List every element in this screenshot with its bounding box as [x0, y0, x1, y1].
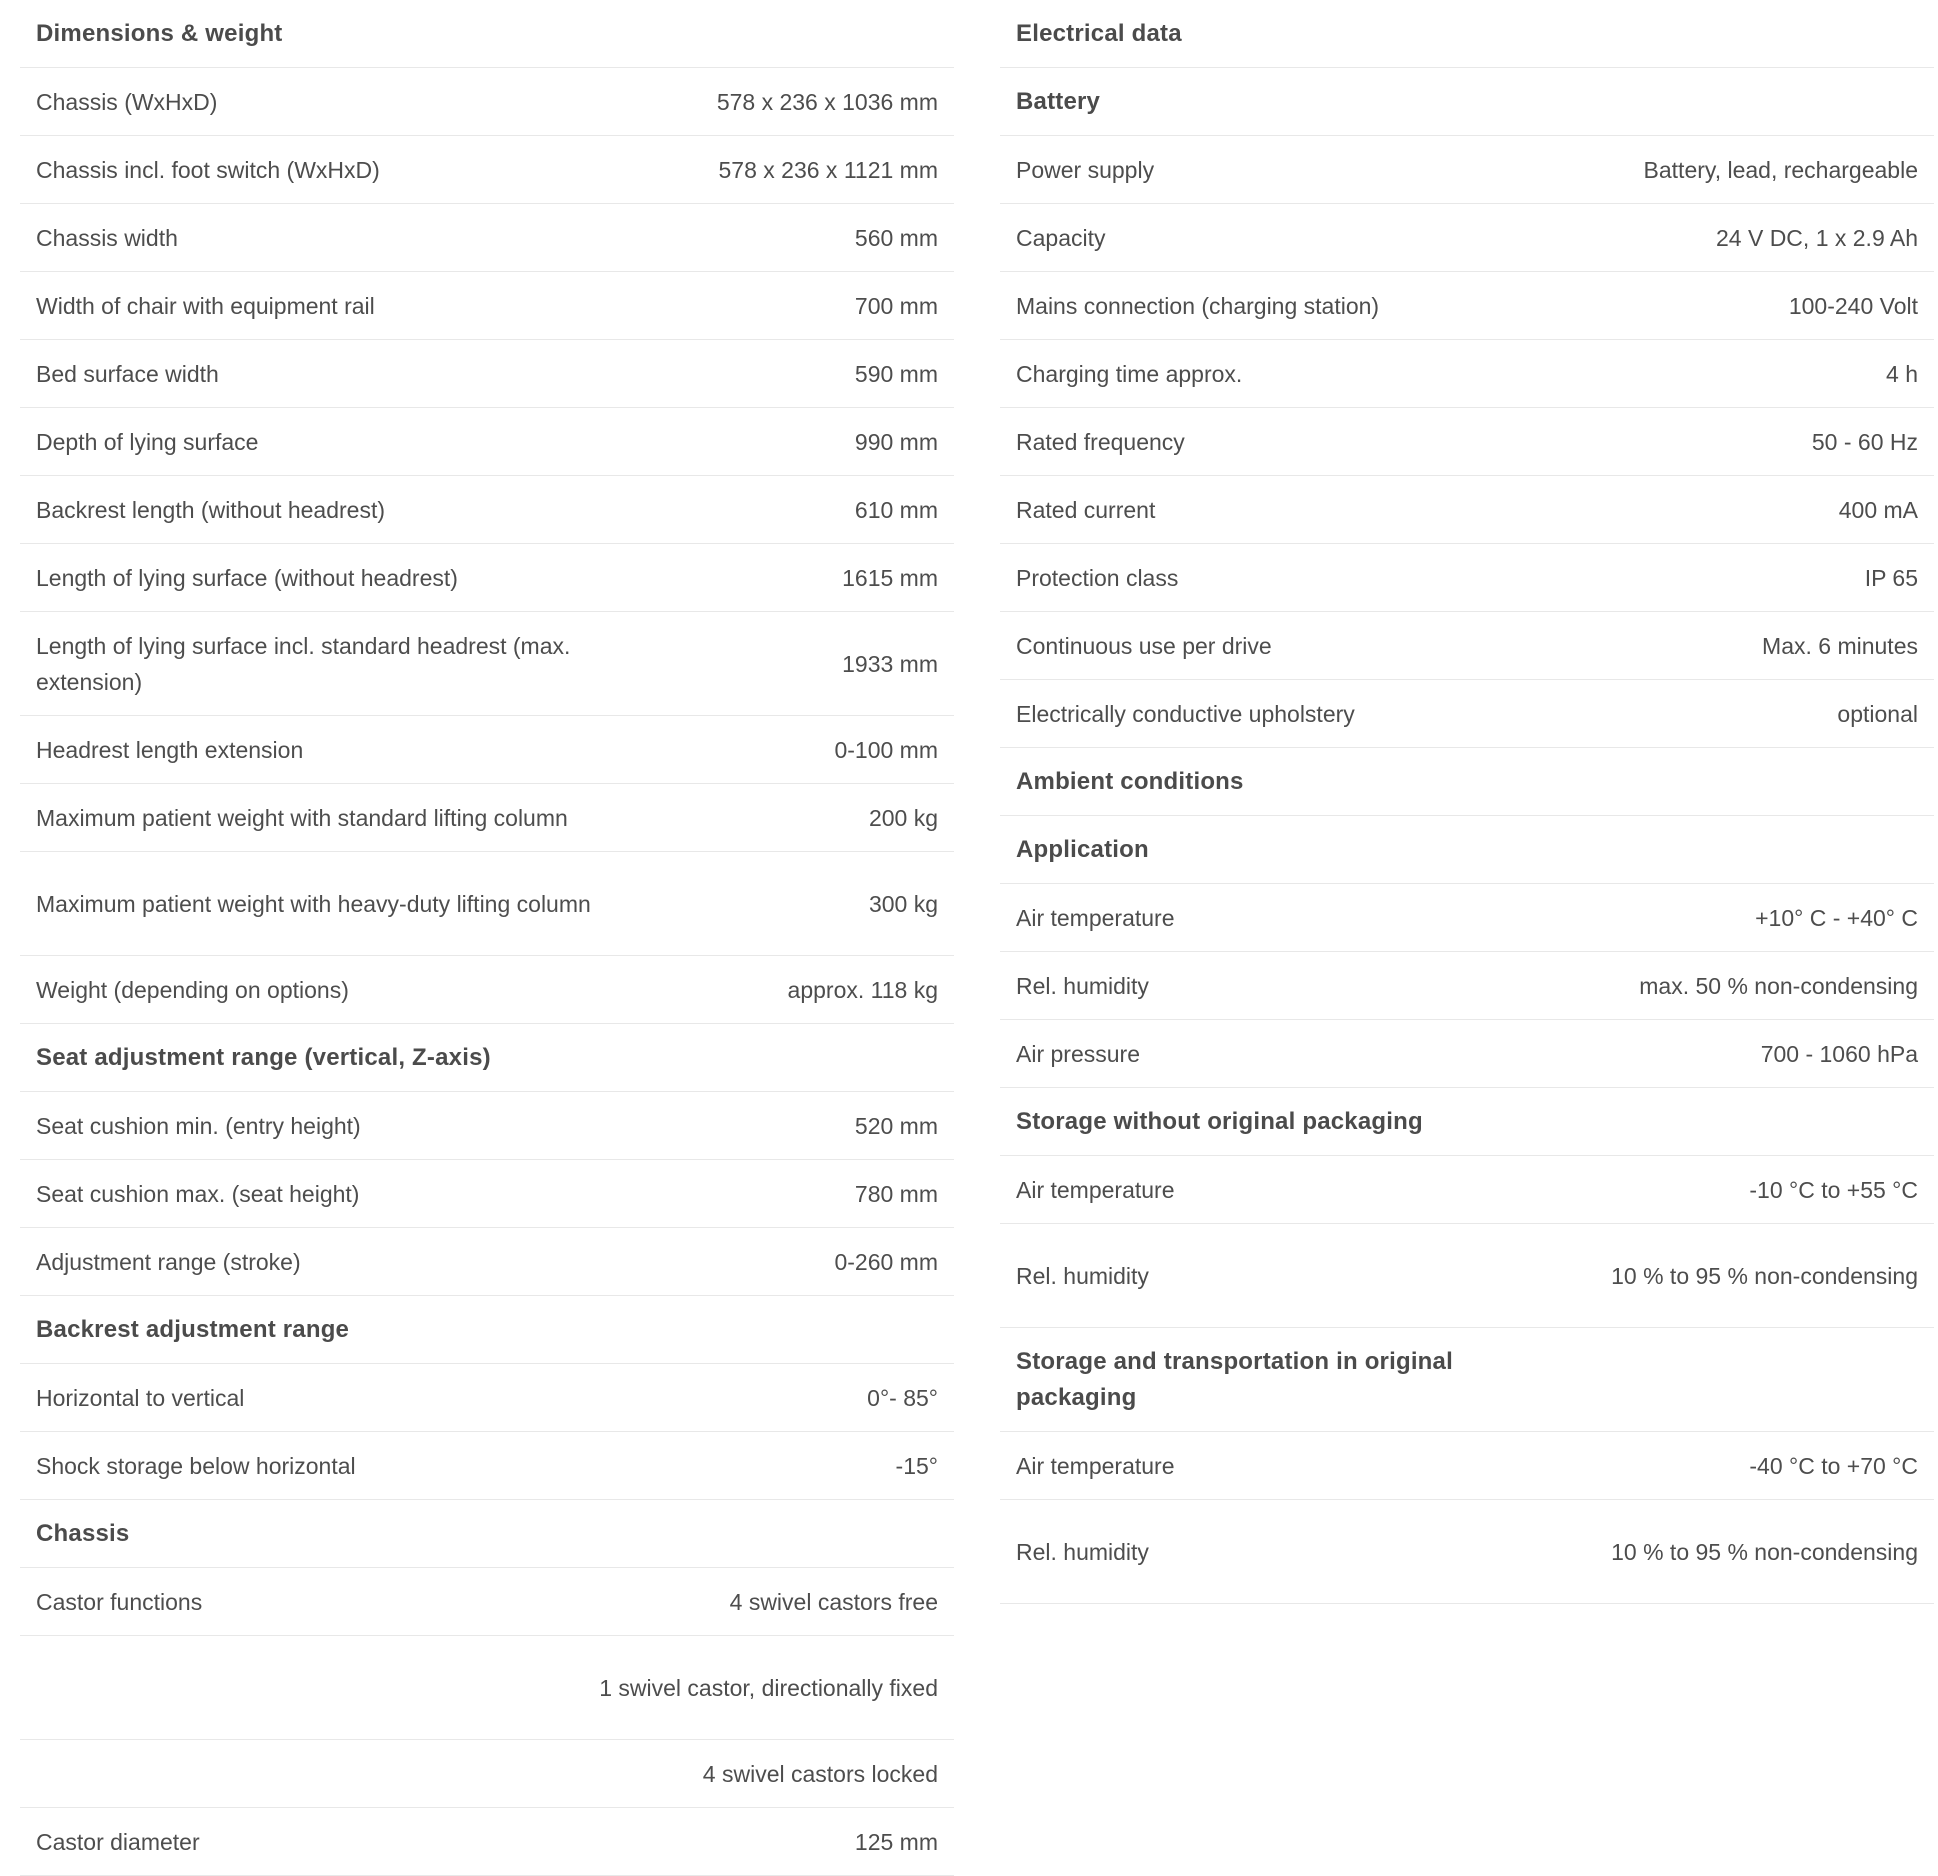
spec-row-chassis-incl-foot-switch-wxhxd	[20, 136, 954, 204]
spec-label: Rel. humidity	[1016, 972, 1149, 999]
section-header-storage-without-original-packaging	[1000, 1088, 1934, 1156]
spec-value: 520 mm	[854, 1112, 938, 1139]
spec-table-right	[1000, 0, 1934, 1604]
spec-value: 1 swivel castor, directionally fixed	[599, 1674, 938, 1701]
spec-table-left	[20, 0, 954, 1876]
spec-row-maximum-patient-weight-with-standard-lifting-column	[20, 784, 954, 852]
spec-label: Weight (depending on options)	[36, 976, 349, 1003]
section-header-ambient-conditions	[1000, 748, 1934, 816]
spec-value: 700 mm	[854, 292, 938, 319]
section-title: Chassis	[36, 1519, 130, 1547]
spec-label: Air temperature	[1016, 1176, 1175, 1203]
spec-label: Maximum patient weight with standard lifting column	[36, 804, 568, 831]
spec-value: max. 50 % non-condensing	[1639, 972, 1918, 999]
spec-row-power-supply	[1000, 136, 1934, 204]
spec-value: 24 V DC, 1 x 2.9 Ah	[1715, 224, 1918, 251]
spec-value: 4 swivel castors locked	[702, 1760, 938, 1787]
spec-value: 0-260 mm	[834, 1248, 938, 1275]
spec-row-rel-humidity	[1000, 1224, 1934, 1328]
section-title: Storage and transportation in original packaging	[1016, 1347, 1453, 1411]
spec-value: 1933 mm	[842, 650, 938, 677]
spec-value: -10 °C to +55 °C	[1749, 1176, 1918, 1203]
section-header-storage-and-transportation-in-original-packaging	[1000, 1328, 1934, 1432]
spec-label: Capacity	[1016, 224, 1106, 251]
spec-label: Length of lying surface (without headrest)	[36, 564, 458, 591]
spec-row-chassis-width	[20, 204, 954, 272]
spec-value: approx. 118 kg	[787, 976, 938, 1003]
spec-label: Rated frequency	[1016, 428, 1185, 455]
section-title: Dimensions & weight	[36, 19, 283, 47]
spec-row-charging-time-approx	[1000, 340, 1934, 408]
spec-label: Electrically conductive upholstery	[1016, 700, 1355, 727]
spec-label: Rel. humidity	[1016, 1538, 1149, 1565]
spec-row-blank	[20, 1740, 954, 1808]
spec-value: 125 mm	[854, 1828, 938, 1855]
spec-value: 400 mA	[1838, 496, 1918, 523]
spec-value: optional	[1837, 700, 1918, 727]
spec-row-air-temperature	[1000, 1156, 1934, 1224]
spec-value: 560 mm	[854, 224, 938, 251]
spec-label: Air pressure	[1016, 1040, 1140, 1067]
spec-row-blank	[20, 1636, 954, 1740]
spec-value: 4 h	[1886, 360, 1918, 387]
section-title: Battery	[1016, 87, 1101, 115]
spec-value: 990 mm	[854, 428, 938, 455]
spec-value: 590 mm	[854, 360, 938, 387]
spec-label: Rated current	[1016, 496, 1156, 523]
spec-row-continuous-use-per-drive	[1000, 612, 1934, 680]
spec-value: 300 kg	[868, 890, 938, 917]
spec-row-depth-of-lying-surface	[20, 408, 954, 476]
section-title: Ambient conditions	[1016, 767, 1244, 795]
spec-value: 10 % to 95 % non-condensing	[1611, 1538, 1918, 1565]
spec-row-rel-humidity	[1000, 1500, 1934, 1604]
spec-value: 780 mm	[854, 1180, 938, 1207]
section-title: Seat adjustment range (vertical, Z-axis)	[36, 1043, 491, 1071]
spec-value: 10 % to 95 % non-condensing	[1611, 1262, 1918, 1289]
spec-value: 578 x 236 x 1121 mm	[718, 156, 938, 183]
spec-label: Protection class	[1016, 564, 1179, 591]
spec-label: Width of chair with equipment rail	[36, 292, 375, 319]
spec-label: Depth of lying surface	[36, 428, 259, 455]
spec-label: Charging time approx.	[1016, 360, 1243, 387]
spec-label: Mains connection (charging station)	[1016, 292, 1380, 319]
spec-row-maximum-patient-weight-with-heavy-duty-lifting-column	[20, 852, 954, 956]
spec-value: IP 65	[1864, 564, 1918, 591]
spec-value: 1615 mm	[842, 564, 938, 591]
spec-label: Castor functions	[36, 1588, 203, 1615]
spec-row-headrest-length-extension	[20, 716, 954, 784]
spec-value: 4 swivel castors free	[729, 1588, 938, 1615]
spec-value: +10° C - +40° C	[1755, 904, 1918, 931]
section-header-dimensions-weight	[20, 0, 954, 68]
spec-value: Max. 6 minutes	[1762, 632, 1918, 659]
spec-row-rel-humidity	[1000, 952, 1934, 1020]
spec-value: 578 x 236 x 1036 mm	[716, 88, 938, 115]
spec-row-rated-frequency	[1000, 408, 1934, 476]
spec-label: Rel. humidity	[1016, 1262, 1149, 1289]
spec-label: Maximum patient weight with heavy-duty lifting column	[36, 890, 591, 917]
spec-value: 50 - 60 Hz	[1811, 428, 1918, 455]
spec-row-electrically-conductive-upholstery	[1000, 680, 1934, 748]
spec-label: Air temperature	[1016, 904, 1175, 931]
spec-row-weight-depending-on-options	[20, 956, 954, 1024]
spec-row-seat-cushion-max-seat-height	[20, 1160, 954, 1228]
section-header-battery	[1000, 68, 1934, 136]
spec-row-air-temperature	[1000, 884, 1934, 952]
spec-label: Continuous use per drive	[1016, 632, 1272, 659]
spec-row-width-of-chair-with-equipment-rail	[20, 272, 954, 340]
spec-row-rated-current	[1000, 476, 1934, 544]
section-title: Backrest adjustment range	[36, 1315, 350, 1343]
spec-row-mains-connection-charging-station	[1000, 272, 1934, 340]
section-title: Storage without original packaging	[1016, 1107, 1423, 1135]
spec-row-seat-cushion-min-entry-height	[20, 1092, 954, 1160]
section-title: Application	[1016, 835, 1149, 863]
spec-row-air-pressure	[1000, 1020, 1934, 1088]
spec-row-capacity	[1000, 204, 1934, 272]
section-title: Electrical data	[1016, 19, 1182, 47]
spec-value: 700 - 1060 hPa	[1760, 1040, 1918, 1067]
spec-row-castor-functions	[20, 1568, 954, 1636]
section-header-application	[1000, 816, 1934, 884]
spec-label: Seat cushion max. (seat height)	[36, 1180, 360, 1207]
spec-row-chassis-wxhxd	[20, 68, 954, 136]
spec-label: Chassis (WxHxD)	[36, 88, 218, 115]
spec-label: Backrest length (without headrest)	[36, 496, 386, 523]
spec-label: Length of lying surface incl. standard headrest (max. extension)	[36, 632, 571, 695]
spec-label: Seat cushion min. (entry height)	[36, 1112, 361, 1139]
spec-row-shock-storage-below-horizontal	[20, 1432, 954, 1500]
section-header-electrical-data	[1000, 0, 1934, 68]
spec-row-length-of-lying-surface-incl-standard-headrest-max-extension	[20, 612, 954, 716]
spec-row-castor-diameter	[20, 1808, 954, 1876]
spec-row-adjustment-range-stroke	[20, 1228, 954, 1296]
spec-label: Horizontal to vertical	[36, 1384, 245, 1411]
spec-label: Bed surface width	[36, 360, 219, 387]
spec-row-protection-class	[1000, 544, 1934, 612]
spec-label: Castor diameter	[36, 1828, 200, 1855]
section-header-backrest-adjustment-range	[20, 1296, 954, 1364]
spec-value: 200 kg	[868, 804, 938, 831]
spec-row-length-of-lying-surface-without-headrest	[20, 544, 954, 612]
spec-label: Air temperature	[1016, 1452, 1175, 1479]
spec-label: Headrest length extension	[36, 736, 304, 763]
spec-value: 610 mm	[854, 496, 938, 523]
section-header-chassis	[20, 1500, 954, 1568]
section-header-seat-adjustment-range-vertical-z-axis	[20, 1024, 954, 1092]
spec-value: -15°	[895, 1452, 938, 1479]
spec-label: Adjustment range (stroke)	[36, 1248, 301, 1275]
spec-row-horizontal-to-vertical	[20, 1364, 954, 1432]
spec-label: Chassis width	[36, 224, 178, 251]
spec-row-air-temperature	[1000, 1432, 1934, 1500]
spec-value: -40 °C to +70 °C	[1749, 1452, 1918, 1479]
spec-value: Battery, lead, rechargeable	[1643, 156, 1918, 183]
spec-label: Chassis incl. foot switch (WxHxD)	[36, 156, 380, 183]
spec-value: 0-100 mm	[834, 736, 938, 763]
spec-row-backrest-length-without-headrest	[20, 476, 954, 544]
spec-value: 100-240 Volt	[1788, 292, 1918, 319]
spec-label: Power supply	[1016, 156, 1155, 183]
spec-label: Shock storage below horizontal	[36, 1452, 356, 1479]
spec-row-bed-surface-width	[20, 340, 954, 408]
spec-value: 0°- 85°	[867, 1384, 938, 1411]
